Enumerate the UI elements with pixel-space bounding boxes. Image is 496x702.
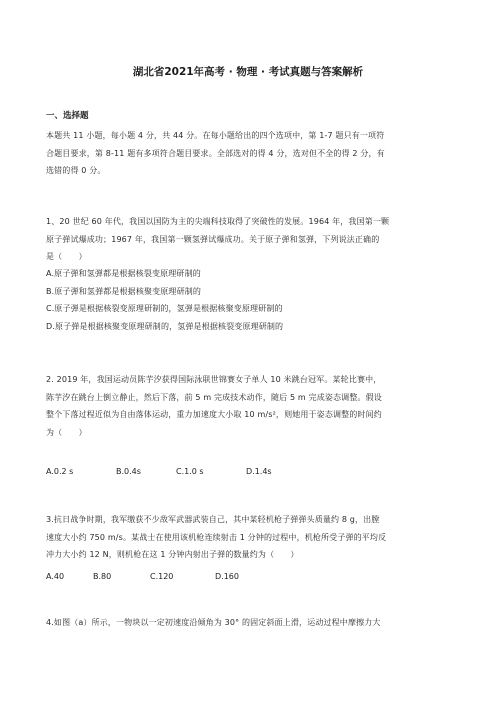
intro-line: 本题共 11 小题，每小题 4 分，共 44 分。在每小题给出的四个选项中，第 1-7 题只有一项符 xyxy=(46,131,385,140)
q2-option-b: B.0.4s xyxy=(116,467,141,476)
q2-stem-line: 为（ ） xyxy=(46,427,87,437)
q2-stem-line: 陈芋汐在跳台上倒立静止，然后下落，前 5 m 完成技术动作，随后 5 m 完成姿态调整。假设 xyxy=(46,392,382,402)
question-1-options xyxy=(46,265,452,335)
q3-option-b: B.80 xyxy=(93,572,112,581)
q3-stem-line: 3.抗日战争时期，我军缴获不少敌军武器武装自己，其中某轻机枪子弹弹头质量约 8 g，出膛 xyxy=(46,515,380,524)
intro-line: 选错的得 0 分。 xyxy=(46,166,106,175)
q4-stem-line: 4.如图（a）所示，一物块以一定初速度沿倾角为 30° 的固定斜面上滑，运动过程中摩擦力大 xyxy=(46,618,381,627)
q1-option-c: C.原子弹是根据核裂变原理研制的，氢弹是根据核聚变原理研制的 xyxy=(46,304,283,313)
q2-option-a: A.0.2 s xyxy=(46,467,74,476)
q1-option-a: A.原子弹和氢弹都是根据核裂变原理研制的 xyxy=(46,269,201,278)
q3-option-a: A.40 xyxy=(46,572,65,581)
q1-option-b: B.原子弹和氢弹都是根据核聚变原理研制的 xyxy=(46,286,202,296)
q2-option-c: C.1.0 s xyxy=(176,467,204,476)
q1-stem-line: 原子弹试爆成功；1967 年，我国第一颗氢弹试爆成功。关于原子弹和氢弹，下列说法正确的 xyxy=(46,234,380,244)
q3-stem-line: 冲力大小约 12 N，则机枪在这 1 分钟内射出子弹的数量约为（ ） xyxy=(46,550,299,559)
intro-line: 合题目要求，第 8-11 题有多项符合题目要求。全部选对的得 4 分，选对但不全的得 2 分，有 xyxy=(46,148,385,158)
q3-option-d: D.160 xyxy=(215,572,239,581)
question-2-stem xyxy=(46,371,452,441)
q2-stem-line: 2. 2019 年，我国运动员陈芋汐获得国际泳联世锦赛女子单人 10 米跳台冠军。某轮比赛中， xyxy=(46,375,382,384)
question-1-stem xyxy=(46,213,452,266)
document-title: 湖北省2021年高考 · 物理 · 考试真题与答案解析 xyxy=(132,66,364,78)
q3-option-c: C.120 xyxy=(150,572,174,581)
question-4-stem xyxy=(46,614,452,632)
q2-option-d: D.1.4s xyxy=(246,467,272,476)
q1-stem-line: 1、20 世纪 60 年代，我国以国防为主的尖端科技取得了突破性的发展。1964 年，我国第一颗 xyxy=(46,217,390,226)
q3-stem-line: 速度大小约 750 m/s。某战士在使用该机枪连续射击 1 分钟的过程中，机枪所受子弹的平均反 xyxy=(46,532,387,542)
section-heading: 一、选择题 xyxy=(46,111,89,121)
section-intro xyxy=(46,127,452,180)
question-2-options xyxy=(46,463,272,481)
q1-stem-line: 是（ ） xyxy=(46,252,87,261)
q1-option-d: D.原子弹是根据核聚变原理研制的，氢弹是根据核裂变原理研制的 xyxy=(46,321,284,331)
question-3-options xyxy=(46,568,239,586)
question-3-stem xyxy=(46,511,452,564)
q2-stem-line: 整个下落过程近似为自由落体运动，重力加速度大小取 10 m/s²，则她用于姿态调整的时间约 xyxy=(46,410,382,419)
